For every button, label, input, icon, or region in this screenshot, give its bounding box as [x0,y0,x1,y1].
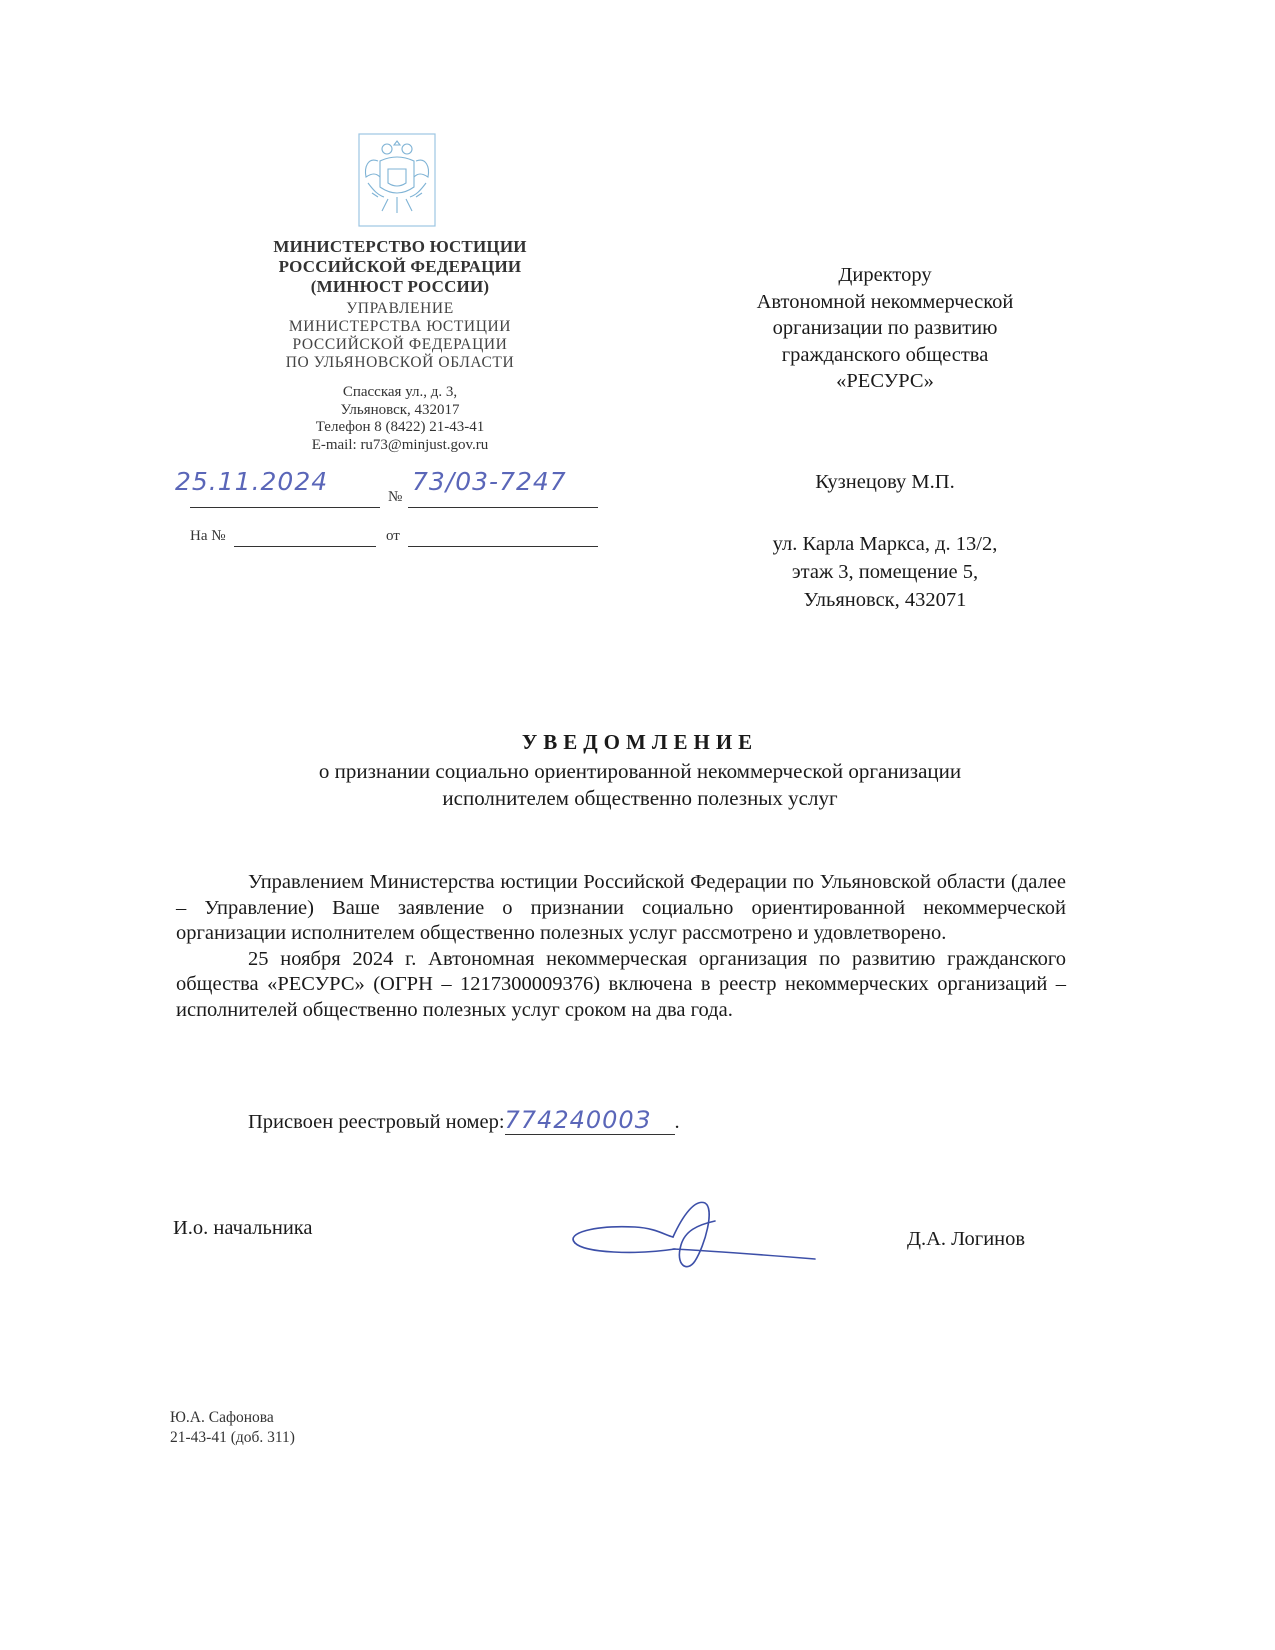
ministry-title-line-1: МИНИСТЕРСТВО ЮСТИЦИИ [273,237,527,256]
document-heading: УВЕДОМЛЕНИЕ [521,730,759,754]
recipient-address [680,530,1090,614]
sender-address-line-2: Ульяновск, 432017 [340,401,460,418]
executor-phone: 21-43-41 (доб. 311) [170,1429,295,1446]
department-line-1: УПРАВЛЕНИЕ [346,300,454,317]
recipient-line-5: «РЕСУРС» [836,370,934,392]
department-line-2: МИНИСТЕРСТВА ЮСТИЦИИ [288,318,512,335]
executor-block [170,1408,295,1448]
registry-number: 77424000З [505,1106,675,1135]
reply-to-underline [234,546,376,547]
registry-number-label: Присвоен реестровый номер: [248,1111,505,1133]
department-line-3: РОССИЙСКОЙ ФЕДЕРАЦИИ [292,336,508,353]
outgoing-number: 73/03-7247 [412,467,567,496]
recipient-block [680,262,1090,395]
recipient-address-line-3: Ульяновск, 432071 [803,589,967,611]
recipient-address-line-1: ул. Карла Маркса, д. 13/2, [772,533,998,555]
signatory-name: Д.А. Логинов [907,1228,1026,1250]
reply-to-label: На № [190,528,226,544]
recipient-name: Кузнецову М.П. [815,471,955,493]
document-body [176,870,1066,1024]
subheading-line-1: о признании социально ориентированной некоммерческой организации [318,759,962,783]
sender-block [215,237,585,454]
sender-email: E-mail: ru73@minjust.gov.ru [311,436,489,453]
recipient-line-2: Автономной некоммерческой [756,290,1014,313]
recipient-line-3: организации по развитию [772,317,998,339]
number-underline [408,507,598,508]
sender-address-line-1: Спасская ул., д. 3, [342,384,458,400]
department-line-4: ПО УЛЬЯНОВСКОЙ ОБЛАСТИ [285,354,515,371]
coat-of-arms-emblem [358,133,436,227]
ministry-title-line-3: (МИНЮСТ РОССИИ) [310,277,490,296]
ministry-title-line-2: РОССИЙСКОЙ ФЕДЕРАЦИИ [278,257,522,276]
date-underline [190,507,380,508]
document-subheading [140,758,1140,812]
registry-period: . [674,1111,680,1133]
handwritten-signature [555,1185,825,1285]
body-paragraph-2: 25 ноября 2024 г. Автономная некоммерческая организация по развитию гражданского общества «РЕСУРС» (ОГРН – 1217300009376) включена в реестр некоммерческих организаций – исполнителей общественно полезных услуг сроком на два года. [176,947,1066,1021]
body-paragraph-1: Управлением Министерства юстиции Российской Федерации по Ульяновской области (далее – Управление) Ваше заявление о признании социально ориентированной некоммерческой организации исполнителем общественно полезных услуг рассмотрено и удовлетворено. [176,871,1066,945]
executor-name: Ю.А. Сафонова [170,1409,274,1426]
number-label: № [388,489,403,505]
subheading-line-2: исполнителем общественно полезных услуг [442,786,838,810]
from-underline [408,546,598,547]
registry-number-line [248,1106,680,1135]
recipient-line-1: Директору [838,264,932,286]
outgoing-date: 25.11.2024 [175,467,329,496]
recipient-address-line-2: этаж 3, помещение 5, [791,561,979,583]
signatory-position: И.о. начальника [173,1217,313,1239]
from-label: от [386,528,400,544]
recipient-line-4: гражданского общества [781,343,989,366]
sender-phone: Телефон 8 (8422) 21-43-41 [315,419,485,435]
